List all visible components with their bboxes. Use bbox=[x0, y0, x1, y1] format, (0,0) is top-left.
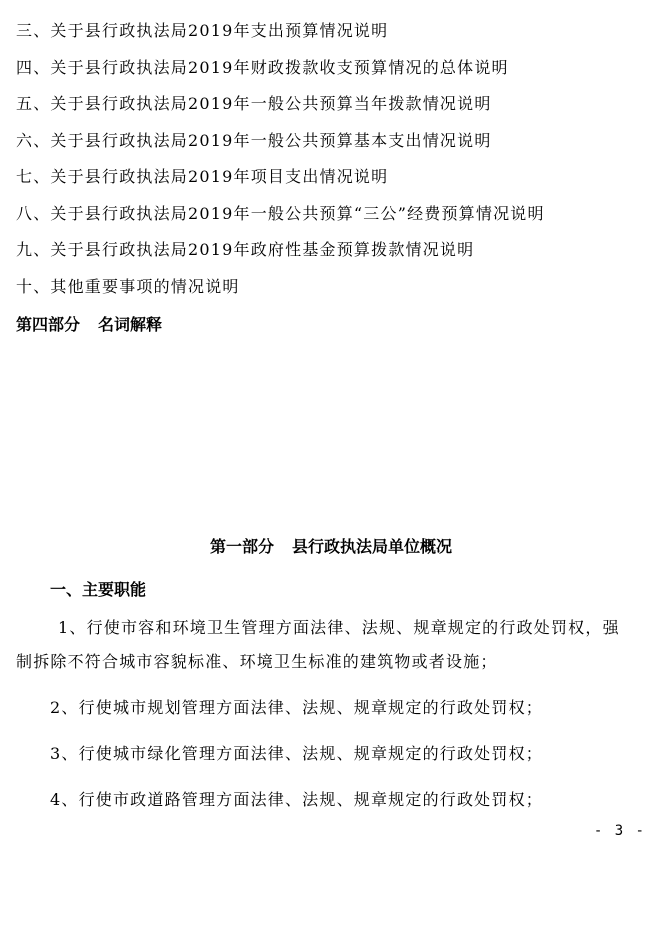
toc-item-5: 五、关于县行政执法局2019年一般公共预算当年拨款情况说明 bbox=[16, 94, 492, 113]
toc-item-3: 三、关于县行政执法局2019年支出预算情况说明 bbox=[16, 21, 389, 40]
toc-part4-title: 名词解释 bbox=[98, 315, 163, 334]
part1-label: 第一部分 bbox=[209, 537, 274, 556]
toc-part4-heading bbox=[16, 315, 162, 335]
part1-name: 县行政执法局单位概况 bbox=[292, 537, 453, 556]
toc-item-4: 四、关于县行政执法局2019年财政拨款收支预算情况的总体说明 bbox=[16, 58, 509, 77]
section1-heading: 一、主要职能 bbox=[50, 580, 147, 599]
toc-item-10: 十、其他重要事项的情况说明 bbox=[16, 277, 240, 296]
page-number: - 3 - bbox=[593, 823, 646, 839]
toc-item-8: 八、关于县行政执法局2019年一般公共预算“三公”经费预算情况说明 bbox=[16, 204, 545, 223]
toc-item-9: 九、关于县行政执法局2019年政府性基金预算拨款情况说明 bbox=[16, 240, 475, 259]
toc-item-6: 六、关于县行政执法局2019年一般公共预算基本支出情况说明 bbox=[16, 131, 492, 150]
duty-1-line-1: 1、行使市容和环境卫生管理方面法律、法规、规章规定的行政处罚权，强 bbox=[58, 618, 620, 637]
part1-title bbox=[0, 537, 662, 557]
duty-1-line-2: 制拆除不符合城市容貌标准、环境卫生标准的建筑物或者设施； bbox=[16, 652, 498, 671]
duty-2: 2、行使城市规划管理方面法律、法规、规章规定的行政处罚权； bbox=[50, 698, 543, 717]
duty-4: 4、行使市政道路管理方面法律、法规、规章规定的行政处罚权； bbox=[50, 790, 543, 809]
toc-part4-label: 第四部分 bbox=[16, 315, 81, 334]
toc-item-7: 七、关于县行政执法局2019年项目支出情况说明 bbox=[16, 167, 389, 186]
duty-3: 3、行使城市绿化管理方面法律、法规、规章规定的行政处罚权； bbox=[50, 744, 543, 763]
